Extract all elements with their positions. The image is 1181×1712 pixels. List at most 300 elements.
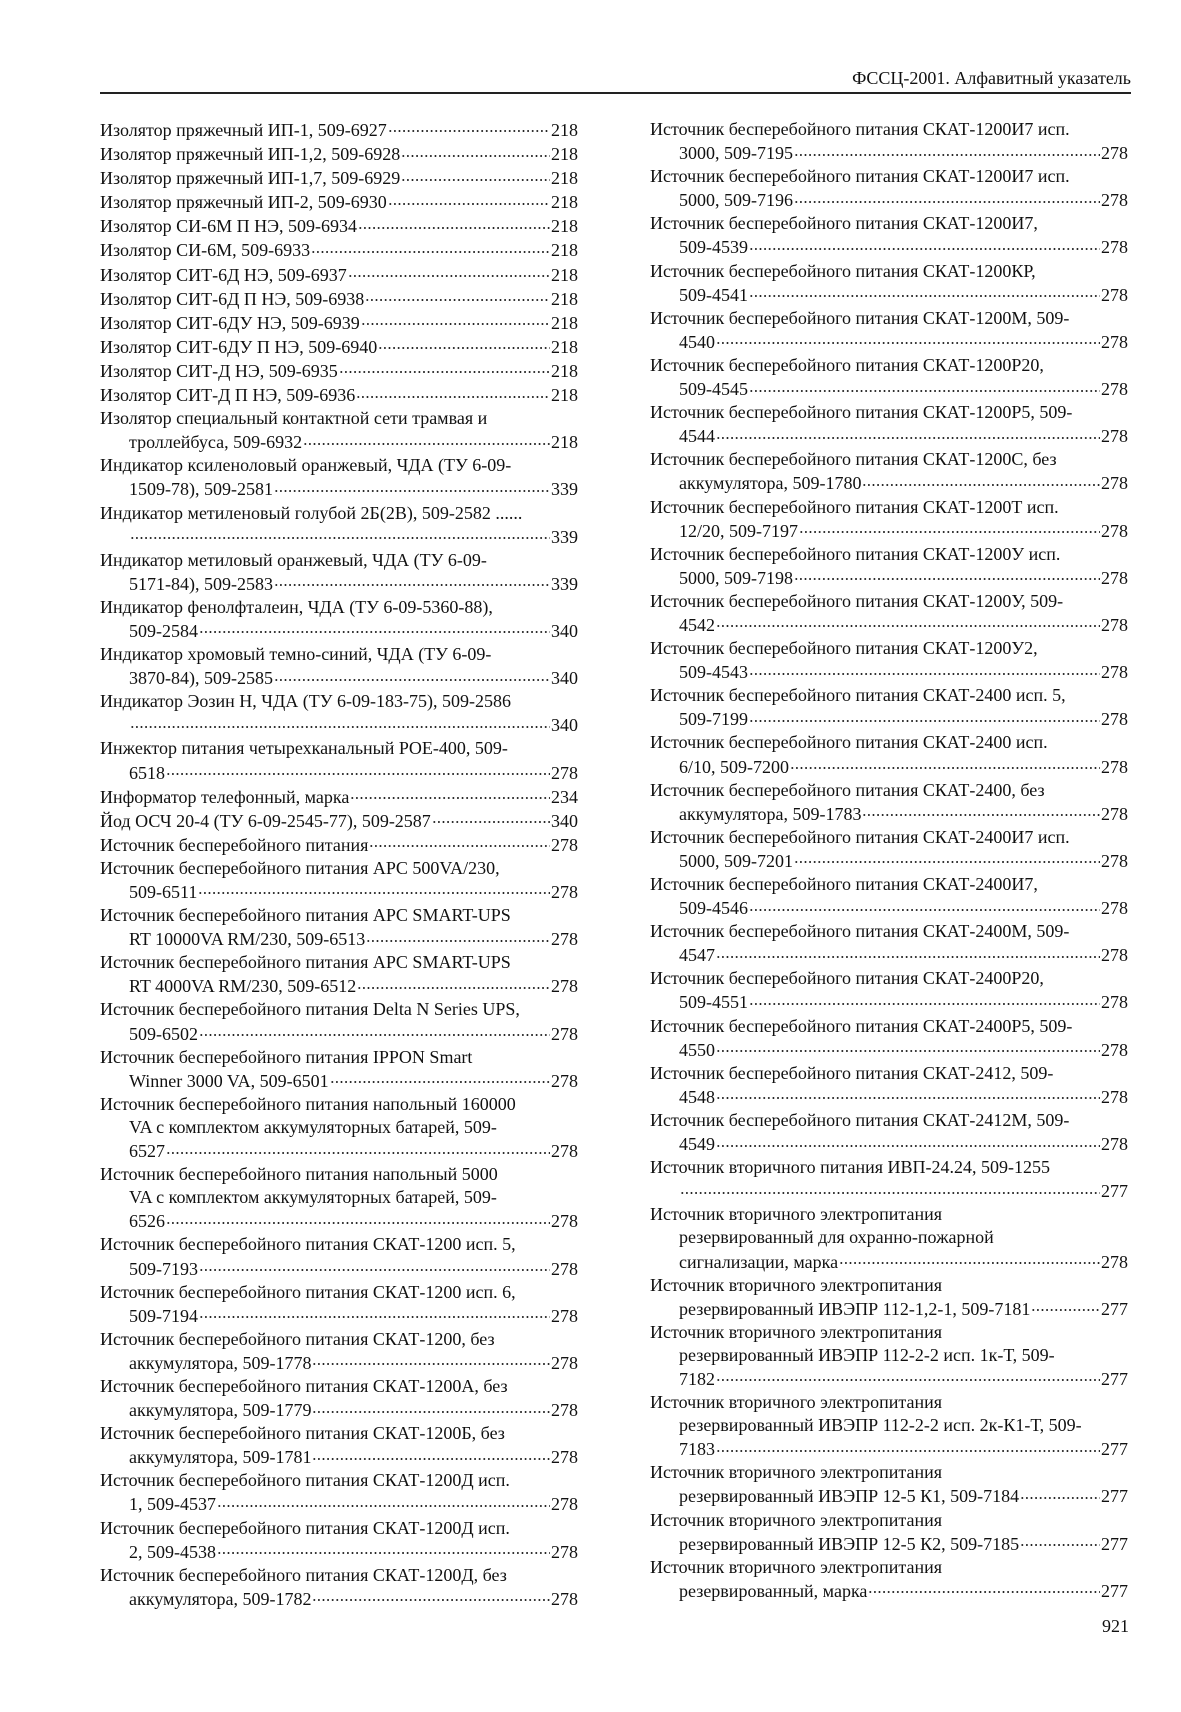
dot-leader bbox=[716, 943, 1100, 961]
dot-leader bbox=[868, 1579, 1100, 1597]
index-entry-line bbox=[100, 502, 578, 525]
index-entry bbox=[100, 1469, 578, 1516]
entry-term: Источник бесперебойного питания СКАТ-1200У исп. bbox=[650, 543, 1061, 564]
index-entry bbox=[100, 1375, 578, 1422]
index-entry-line bbox=[100, 477, 578, 501]
entry-term: 5171-84), 509-2583 bbox=[129, 573, 273, 594]
index-entry-line bbox=[100, 1069, 578, 1093]
index-entry-line bbox=[650, 1109, 1128, 1132]
entry-term: Информатор телефонный, марка bbox=[100, 786, 350, 807]
entry-term: 4544 bbox=[679, 426, 715, 447]
page-reference: 278 bbox=[551, 1070, 578, 1091]
index-entry bbox=[100, 1328, 578, 1375]
index-entry-line bbox=[100, 118, 578, 142]
dot-leader bbox=[378, 335, 550, 353]
page-reference: 218 bbox=[551, 312, 578, 333]
index-entry-line bbox=[650, 1484, 1128, 1508]
index-entry-line bbox=[650, 1556, 1128, 1579]
index-entry-line bbox=[100, 1139, 578, 1163]
index-entry bbox=[100, 238, 578, 262]
index-entry-line bbox=[100, 1304, 578, 1328]
dot-leader bbox=[388, 190, 550, 208]
index-entry-line bbox=[650, 1274, 1128, 1297]
index-entry-line bbox=[650, 330, 1128, 354]
index-entry-line bbox=[650, 755, 1128, 779]
dot-leader bbox=[716, 613, 1100, 631]
index-entry-line bbox=[100, 335, 578, 359]
page-reference: 339 bbox=[551, 479, 578, 500]
index-entry-line bbox=[100, 904, 578, 927]
index-entry-line bbox=[650, 354, 1128, 377]
index-entry bbox=[650, 1461, 1128, 1508]
index-entry-line bbox=[650, 1414, 1128, 1437]
index-entry-line bbox=[650, 1203, 1128, 1226]
page-reference: 278 bbox=[1101, 756, 1128, 777]
entry-term: 509-4543 bbox=[679, 662, 748, 683]
index-entry bbox=[100, 998, 578, 1045]
index-entry-line bbox=[650, 1179, 1128, 1203]
index-entry bbox=[100, 383, 578, 407]
entry-term: аккумулятора, 509-1780 bbox=[679, 473, 862, 494]
dot-leader bbox=[312, 1587, 550, 1605]
index-entry-line bbox=[650, 471, 1128, 495]
dot-leader bbox=[716, 1367, 1100, 1385]
entry-term: Изолятор пряжечный ИП-1, 509-6927 bbox=[100, 120, 387, 140]
index-entry bbox=[100, 785, 578, 809]
index-entry bbox=[100, 311, 578, 335]
index-entry-line bbox=[650, 283, 1128, 307]
entry-term: резервированный ИВЭПР 12-5 К2, 509-7185 bbox=[679, 1533, 1020, 1554]
index-entry-line bbox=[100, 880, 578, 904]
entry-term: Источник бесперебойного питания СКАТ-1200Т исп. bbox=[650, 496, 1059, 517]
entry-term: 509-4539 bbox=[679, 237, 748, 258]
page-reference: 278 bbox=[1101, 662, 1128, 683]
page-reference: 218 bbox=[551, 240, 578, 261]
entry-term: Источник вторичного электропитания bbox=[650, 1462, 942, 1483]
entry-term: Источник бесперебойного питания СКАТ-2400И7, bbox=[650, 874, 1038, 894]
index-entry-line bbox=[100, 166, 578, 190]
page-reference: 278 bbox=[551, 1258, 578, 1279]
index-entry-line bbox=[650, 1250, 1128, 1274]
entry-term: Изолятор СИТ-Д НЭ, 509-6935 bbox=[100, 360, 338, 381]
index-entry-line bbox=[650, 684, 1128, 707]
page-reference: 278 bbox=[1101, 1086, 1128, 1107]
entry-term: Источник вторичного электропитания bbox=[650, 1556, 942, 1577]
page-reference: 278 bbox=[1101, 426, 1128, 447]
entry-term: Источник вторичного электропитания bbox=[650, 1321, 942, 1342]
index-entry bbox=[100, 1422, 578, 1469]
entry-term: Источник бесперебойного питания СКАТ-1200Р5, 509- bbox=[650, 402, 1073, 423]
page-reference: 218 bbox=[551, 385, 578, 406]
entry-term: Индикатор хромовый темно-синий, ЧДА (ТУ 6-09- bbox=[100, 644, 492, 665]
index-entry-line bbox=[100, 359, 578, 383]
dot-leader bbox=[388, 118, 550, 136]
entry-term: Источник бесперебойного питания СКАТ-2400Р20, bbox=[650, 968, 1044, 989]
entry-term: резервированный ИВЭПР 112-2-2 исп. 1к-Т, 509- bbox=[679, 1344, 1055, 1365]
index-entry-line bbox=[650, 779, 1128, 802]
dot-leader bbox=[274, 666, 550, 684]
dot-leader bbox=[312, 1351, 550, 1369]
entry-term: 7183 bbox=[679, 1439, 715, 1460]
entry-term: 509-2584 bbox=[129, 620, 198, 641]
page-reference: 278 bbox=[551, 1305, 578, 1326]
entry-term: 5000, 509-7198 bbox=[679, 567, 793, 588]
entry-term: Изолятор СИ-6М, 509-6933 bbox=[100, 240, 311, 261]
entry-term: Изолятор специальный контактной сети трамвая и bbox=[100, 408, 488, 429]
entry-term: Источник бесперебойного питания СКАТ-1200И7 исп. bbox=[650, 166, 1070, 187]
entry-term: Источник бесперебойного питания APC 500VA/230, bbox=[100, 857, 500, 878]
index-entry-line bbox=[650, 1015, 1128, 1038]
entry-term: Изолятор СИТ-Д П НЭ, 509-6936 bbox=[100, 385, 356, 406]
index-entry-line bbox=[100, 572, 578, 596]
index-entry-line bbox=[100, 619, 578, 643]
dot-leader bbox=[311, 238, 550, 256]
dot-leader bbox=[680, 1179, 1100, 1197]
entry-term: RT 10000VA RM/230, 509-6513 bbox=[129, 929, 366, 950]
index-entry-line bbox=[650, 1461, 1128, 1484]
dot-leader bbox=[357, 974, 550, 992]
index-entry bbox=[100, 502, 578, 549]
index-entry-line bbox=[650, 141, 1128, 165]
entry-term: 509-4546 bbox=[679, 898, 748, 919]
index-entry bbox=[650, 260, 1128, 307]
dot-leader bbox=[198, 880, 550, 898]
entry-term: Источник бесперебойного питания СКАТ-1200 исп. 6, bbox=[100, 1281, 516, 1302]
entry-term: Источник бесперебойного питания Delta N Series UPS, bbox=[100, 999, 520, 1020]
index-entry-line bbox=[100, 737, 578, 760]
index-entry bbox=[650, 1391, 1128, 1461]
entry-term: 6527 bbox=[129, 1141, 165, 1162]
dot-leader bbox=[217, 1492, 550, 1510]
index-entry-line bbox=[650, 1344, 1128, 1367]
entry-term: Источник бесперебойного питания СКАТ-1200М, 509- bbox=[650, 307, 1070, 328]
entry-term: 509-4551 bbox=[679, 992, 748, 1013]
index-entry-line bbox=[100, 857, 578, 880]
index-entry-line bbox=[650, 401, 1128, 424]
entry-term: Источник бесперебойного питания СКАТ-2412М, 509- bbox=[650, 1109, 1070, 1130]
index-entry-line bbox=[650, 1132, 1128, 1156]
page-reference: 278 bbox=[1101, 379, 1128, 400]
index-entry bbox=[650, 212, 1128, 259]
page-reference: 218 bbox=[551, 216, 578, 237]
index-entry-line bbox=[100, 1445, 578, 1469]
dot-leader bbox=[356, 383, 550, 401]
page-reference: 278 bbox=[551, 1141, 578, 1162]
index-entry-line bbox=[100, 809, 578, 833]
index-entry bbox=[650, 1062, 1128, 1109]
index-entry bbox=[100, 596, 578, 643]
index-entry bbox=[650, 448, 1128, 495]
page-reference: 278 bbox=[1101, 331, 1128, 352]
index-entry bbox=[650, 354, 1128, 401]
index-entry-line bbox=[650, 1297, 1128, 1321]
dot-leader bbox=[330, 1069, 550, 1087]
index-entry-line bbox=[100, 287, 578, 311]
dot-leader bbox=[358, 214, 550, 232]
dot-leader bbox=[130, 525, 550, 543]
index-entry-line bbox=[650, 590, 1128, 613]
entry-term: Источник бесперебойного питания СКАТ-1200И7, bbox=[650, 213, 1038, 234]
entry-term: аккумулятора, 509-1779 bbox=[129, 1400, 312, 1421]
entry-term: Источник бесперебойного питания напольный 5000 bbox=[100, 1164, 498, 1185]
entry-term: 7182 bbox=[679, 1368, 715, 1389]
page-reference: 277 bbox=[1101, 1181, 1128, 1202]
index-entry-line bbox=[650, 826, 1128, 849]
index-entry-line bbox=[100, 1093, 578, 1116]
index-entry-line bbox=[100, 643, 578, 666]
index-entry-line bbox=[650, 519, 1128, 543]
entry-term: резервированный ИВЭПР 12-5 К1, 509-7184 bbox=[679, 1486, 1020, 1507]
entry-term: Источник бесперебойного питания СКАТ-2400Р5, 509- bbox=[650, 1015, 1073, 1036]
page-reference: 218 bbox=[551, 336, 578, 357]
index-entry-line bbox=[100, 454, 578, 477]
index-entry-line bbox=[650, 849, 1128, 873]
entry-term: аккумулятора, 509-1782 bbox=[129, 1588, 312, 1609]
entry-term: Изолятор СИ-6М П НЭ, 509-6934 bbox=[100, 216, 358, 237]
index-entry-line bbox=[650, 1085, 1128, 1109]
entry-term: 509-7193 bbox=[129, 1258, 198, 1279]
index-entry-line bbox=[650, 707, 1128, 731]
index-entry-line bbox=[100, 1233, 578, 1256]
entry-term: Источник вторичного электропитания bbox=[650, 1392, 942, 1413]
page-reference: 278 bbox=[551, 834, 578, 855]
page-reference: 218 bbox=[551, 264, 578, 285]
page-reference: 278 bbox=[1101, 803, 1128, 824]
index-entry-line bbox=[100, 974, 578, 998]
index-entry-line bbox=[100, 1186, 578, 1209]
entry-term: Источник бесперебойного питания СКАТ-2412, 509- bbox=[650, 1062, 1054, 1083]
index-entry-line bbox=[650, 1579, 1128, 1603]
entry-term: Изолятор СИТ-6Д НЭ, 509-6937 bbox=[100, 264, 347, 285]
dot-leader bbox=[716, 424, 1100, 442]
dot-leader bbox=[716, 1132, 1100, 1150]
dot-leader bbox=[716, 330, 1100, 348]
index-entry-line bbox=[650, 1226, 1128, 1249]
index-entry-line bbox=[650, 1321, 1128, 1344]
entry-term: Источник бесперебойного питания IPPON Smart bbox=[100, 1046, 473, 1067]
index-entry bbox=[100, 359, 578, 383]
index-entry-line bbox=[100, 785, 578, 809]
entry-term: резервированный ИВЭПР 112-2-2 исп. 2к-К1-Т, 509- bbox=[679, 1415, 1082, 1436]
dot-leader bbox=[199, 619, 550, 637]
entry-term: 4547 bbox=[679, 945, 715, 966]
entry-term: 5000, 509-7196 bbox=[679, 190, 793, 211]
dot-leader bbox=[839, 1250, 1100, 1268]
index-entry-line bbox=[650, 637, 1128, 660]
page-reference: 278 bbox=[551, 1494, 578, 1515]
page-reference: 339 bbox=[551, 526, 578, 547]
index-entry-line bbox=[100, 1257, 578, 1281]
page-reference: 278 bbox=[551, 929, 578, 950]
entry-term: Источник бесперебойного питания СКАТ-1200У, 509- bbox=[650, 590, 1064, 611]
index-entry-line bbox=[100, 1328, 578, 1351]
index-entry-line bbox=[650, 802, 1128, 826]
index-entry bbox=[100, 166, 578, 190]
entry-term: аккумулятора, 509-1781 bbox=[129, 1447, 312, 1468]
index-entry-line bbox=[100, 1540, 578, 1564]
index-entry-line bbox=[650, 235, 1128, 259]
entry-term: Источник бесперебойного питания СКАТ-1200Д исп. bbox=[100, 1470, 510, 1491]
entry-term: Источник вторичного электропитания bbox=[650, 1274, 942, 1295]
entry-term: 3870-84), 509-2585 bbox=[129, 668, 273, 689]
dot-leader bbox=[312, 1398, 550, 1416]
entry-term: Источник бесперебойного питания СКАТ-1200У2, bbox=[650, 638, 1038, 659]
page-reference: 278 bbox=[1101, 473, 1128, 494]
index-entry bbox=[100, 951, 578, 998]
index-entry-line bbox=[100, 190, 578, 214]
entry-term: резервированный ИВЭПР 112-1,2-1, 509-7181 bbox=[679, 1298, 1031, 1319]
entry-term: Источник бесперебойного питания APC SMART-UPS bbox=[100, 952, 511, 973]
dot-leader bbox=[790, 755, 1100, 773]
dot-leader bbox=[166, 1209, 550, 1227]
index-entry-line bbox=[650, 1062, 1128, 1085]
entry-term: 2, 509-4538 bbox=[129, 1541, 216, 1562]
index-entry-line bbox=[100, 238, 578, 262]
index-entry-line bbox=[100, 761, 578, 785]
dot-leader bbox=[862, 471, 1100, 489]
index-entry bbox=[100, 549, 578, 596]
page-reference: 277 bbox=[1101, 1298, 1128, 1319]
dot-leader bbox=[369, 833, 550, 851]
index-entry-line bbox=[100, 1517, 578, 1540]
dot-leader bbox=[365, 287, 550, 305]
dot-leader bbox=[350, 785, 550, 803]
index-entry bbox=[100, 142, 578, 166]
index-entry-line bbox=[100, 1422, 578, 1445]
index-entry-line bbox=[100, 1398, 578, 1422]
index-entry bbox=[650, 1015, 1128, 1062]
index-entry bbox=[100, 833, 578, 857]
index-entry bbox=[100, 690, 578, 737]
entry-term: Индикатор фенолфталеин, ЧДА (ТУ 6-09-5360-88), bbox=[100, 596, 493, 617]
dot-leader bbox=[361, 311, 550, 329]
entry-term: аккумулятора, 509-1778 bbox=[129, 1352, 312, 1373]
index-entry-line bbox=[100, 833, 578, 857]
entry-term: Winner 3000 VA, 509-6501 bbox=[129, 1070, 329, 1091]
dot-leader bbox=[199, 1257, 550, 1275]
page-reference: 278 bbox=[1101, 898, 1128, 919]
entry-term: Изолятор СИТ-6ДУ П НЭ, 509-6940 bbox=[100, 336, 378, 357]
entry-term: Источник бесперебойного питания СКАТ-2400И7 исп. bbox=[650, 826, 1070, 847]
dot-leader bbox=[794, 566, 1100, 584]
entry-term: 4540 bbox=[679, 331, 715, 352]
index-entry bbox=[100, 454, 578, 501]
page-reference: 278 bbox=[1101, 709, 1128, 730]
index-entry-line bbox=[100, 666, 578, 690]
entry-term: 1509-78), 509-2581 bbox=[129, 479, 273, 500]
index-entry bbox=[650, 1156, 1128, 1203]
index-entry bbox=[650, 1556, 1128, 1603]
entry-term: Источник бесперебойного питания СКАТ-1200Д исп. bbox=[100, 1517, 510, 1538]
index-entry bbox=[650, 779, 1128, 826]
index-entry-line bbox=[650, 566, 1128, 590]
entry-term: Источник бесперебойного питания СКАТ-2400 исп. 5, bbox=[650, 685, 1066, 706]
entry-term: Индикатор Эозин Н, ЧДА (ТУ 6-09-183-75), 509-2586 bbox=[100, 691, 511, 712]
dot-leader bbox=[799, 519, 1100, 537]
entry-term: 4548 bbox=[679, 1086, 715, 1107]
index-entry-line bbox=[650, 1367, 1128, 1391]
page-reference: 278 bbox=[551, 1352, 578, 1373]
index-column-left bbox=[100, 118, 578, 1611]
entry-term: Источник бесперебойного питания напольный 160000 bbox=[100, 1093, 516, 1114]
index-entry-line bbox=[650, 543, 1128, 566]
index-entry-line bbox=[650, 1509, 1128, 1532]
entry-term: Источник бесперебойного питания СКАТ-1200И7 исп. bbox=[650, 119, 1070, 139]
entry-term: Изолятор пряжечный ИП-2, 509-6930 bbox=[100, 192, 387, 213]
page-reference: 278 bbox=[1101, 1251, 1128, 1272]
entry-term: Источник вторичного электропитания bbox=[650, 1509, 942, 1530]
page-reference: 278 bbox=[551, 1211, 578, 1232]
index-entry-line bbox=[650, 1156, 1128, 1179]
index-entry-line bbox=[100, 596, 578, 619]
index-entry bbox=[650, 401, 1128, 448]
entry-term: троллейбуса, 509-6932 bbox=[129, 432, 303, 453]
entry-term: Источник бесперебойного питания СКАТ-2400 исп. bbox=[650, 732, 1048, 753]
index-entry bbox=[650, 590, 1128, 637]
entry-term: 5000, 509-7201 bbox=[679, 850, 793, 871]
entry-term: 509-6502 bbox=[129, 1023, 198, 1044]
entry-term: Источник бесперебойного питания СКАТ-1200, без bbox=[100, 1328, 495, 1349]
index-entry bbox=[650, 826, 1128, 873]
index-entry-line bbox=[100, 998, 578, 1021]
entry-term: 509-4541 bbox=[679, 284, 748, 305]
entry-term: Индикатор метиленовый голубой 2Б(2В), 509-2582 ...... bbox=[100, 502, 523, 523]
index-entry-line bbox=[650, 1391, 1128, 1414]
index-entry-line bbox=[650, 943, 1128, 967]
index-entry-line bbox=[100, 1163, 578, 1186]
header-title: ФССЦ-2001. Алфавитный указатель bbox=[852, 68, 1131, 88]
entry-term: Инжектор питания четырехканальный POE-400, 509- bbox=[100, 738, 508, 759]
dot-leader bbox=[794, 849, 1100, 867]
page-reference: 278 bbox=[1101, 1134, 1128, 1155]
index-entry bbox=[650, 637, 1128, 684]
page-reference: 278 bbox=[551, 762, 578, 783]
page-reference: 340 bbox=[551, 620, 578, 641]
page-reference: 278 bbox=[1101, 1039, 1128, 1060]
entry-term: 509-7199 bbox=[679, 709, 748, 730]
dot-leader bbox=[166, 761, 550, 779]
index-entry-line bbox=[650, 660, 1128, 684]
index-entry-line bbox=[100, 1281, 578, 1304]
page-reference: 278 bbox=[551, 1400, 578, 1421]
index-entry-line bbox=[100, 214, 578, 238]
dot-leader bbox=[339, 359, 550, 377]
entry-term: Источник бесперебойного питания СКАТ-1200Д, без bbox=[100, 1564, 507, 1585]
entry-term: 509-6511 bbox=[129, 882, 198, 902]
index-entry-line bbox=[100, 407, 578, 430]
entry-term: Индикатор метиловый оранжевый, ЧДА (ТУ 6-09- bbox=[100, 549, 487, 570]
index-entry bbox=[650, 307, 1128, 354]
entry-term: 12/20, 509-7197 bbox=[679, 520, 798, 541]
index-entry-line bbox=[650, 496, 1128, 519]
entry-term: Изолятор СИТ-6Д П НЭ, 509-6938 bbox=[100, 288, 365, 309]
index-entry bbox=[100, 1517, 578, 1564]
page-reference: 218 bbox=[551, 168, 578, 189]
entry-term: Источник бесперебойного питания СКАТ-1200 исп. 5, bbox=[100, 1234, 516, 1255]
dot-leader bbox=[749, 660, 1100, 678]
entry-term: 6/10, 509-7200 bbox=[679, 756, 789, 777]
dot-leader bbox=[401, 166, 550, 184]
dot-leader bbox=[1031, 1297, 1100, 1315]
entry-term: Источник бесперебойного питания СКАТ-1200А, без bbox=[100, 1375, 508, 1396]
entry-term: Источник бесперебойного питания СКАТ-2400М, 509- bbox=[650, 921, 1070, 942]
index-entry-line bbox=[650, 188, 1128, 212]
entry-term: 6518 bbox=[129, 762, 165, 783]
index-entry-line bbox=[100, 1209, 578, 1233]
dot-leader bbox=[1020, 1532, 1100, 1550]
entry-term: Источник бесперебойного питания СКАТ-1200Р20, bbox=[650, 354, 1044, 375]
entry-term: Источник вторичного питания ИВП-24.24, 509-1255 bbox=[650, 1157, 1051, 1178]
